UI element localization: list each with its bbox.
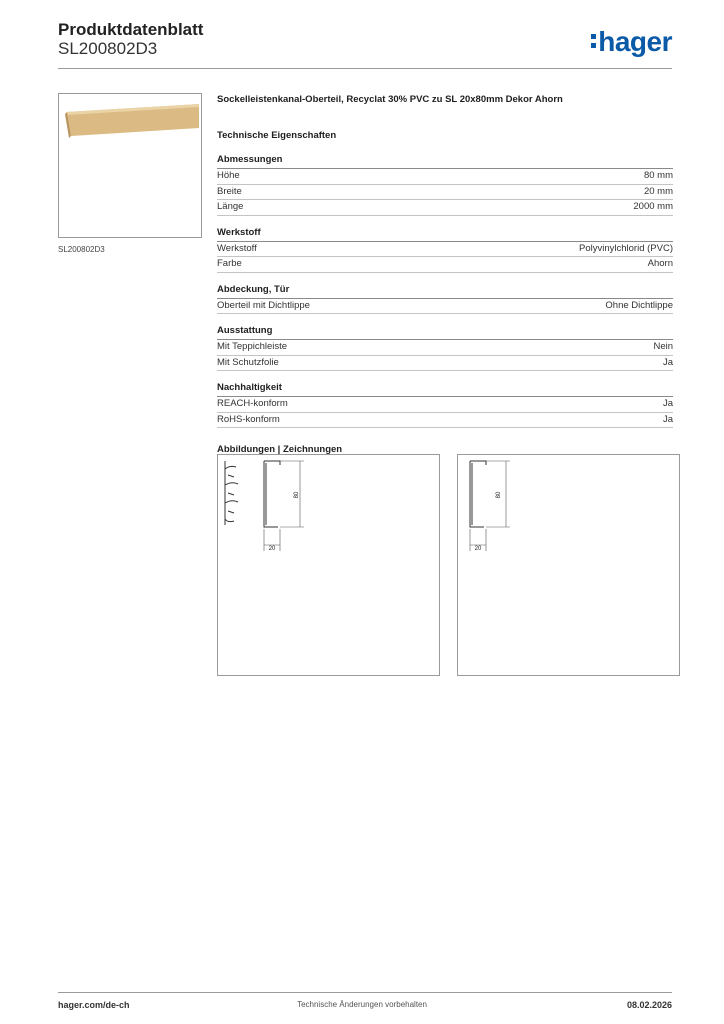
section-title: Abmessungen: [217, 154, 673, 169]
property-label: Breite: [217, 185, 242, 197]
product-image: [58, 93, 202, 238]
property-value: 80 mm: [643, 170, 673, 181]
property-value: Ja: [662, 398, 673, 409]
property-label: Farbe: [217, 258, 242, 269]
property-row: [217, 242, 673, 258]
property-label: Oberteil mit Dichtlippe: [217, 299, 310, 311]
header-divider: [58, 68, 672, 69]
property-row: [217, 356, 673, 372]
property-row: [217, 200, 673, 216]
drawing-profile-with-base: [217, 454, 440, 676]
property-value: Ja: [662, 356, 673, 368]
property-label: REACH-konform: [217, 398, 288, 409]
property-row: [217, 257, 673, 273]
product-description: Sockelleistenkanal-Oberteil, Recyclat 30% PVC zu SL 20x80mm Dekor Ahorn: [217, 94, 563, 105]
hager-logo: [591, 28, 672, 56]
width-dimension-label: 20: [268, 546, 276, 552]
logo-text: hager: [598, 26, 672, 57]
property-value: 2000 mm: [633, 201, 673, 212]
property-row: [217, 397, 673, 413]
main-content: [217, 94, 673, 455]
property-label: Länge: [217, 201, 244, 212]
property-section: [217, 382, 673, 428]
property-label: Mit Teppichleiste: [217, 341, 288, 352]
property-row: [217, 299, 673, 315]
property-value: Ahorn: [647, 258, 673, 269]
properties-list: [217, 154, 673, 428]
property-section: [217, 227, 673, 273]
logo-colon-icon: [591, 34, 596, 52]
property-label: Werkstoff: [217, 242, 257, 254]
property-row: [217, 413, 673, 429]
property-value: Polyvinylchlorid (PVC): [579, 242, 673, 254]
footer-disclaimer: Technische Änderungen vorbehalten: [297, 1000, 427, 1009]
property-value: Nein: [653, 341, 673, 352]
section-title: Ausstattung: [217, 325, 673, 340]
section-title: Nachhaltigkeit: [217, 382, 673, 397]
section-title: Abdeckung, Tür: [217, 284, 673, 299]
drawing-profile: [457, 454, 680, 676]
property-label: Mit Schutzfolie: [217, 356, 279, 368]
product-code: SL200802D3: [58, 39, 158, 58]
document-title: Produktdatenblatt: [58, 20, 204, 39]
footer-date: 08.02.2026: [626, 1000, 672, 1010]
property-section: [217, 325, 673, 371]
property-row: [217, 340, 673, 356]
footer-website-link[interactable]: hager.com/de-ch: [58, 1000, 130, 1010]
property-row: [217, 185, 673, 201]
property-section: [217, 284, 673, 315]
height-dimension-label: 80: [294, 491, 300, 499]
section-title: Werkstoff: [217, 227, 673, 242]
drawings-heading: Abbildungen | Zeichnungen: [217, 444, 343, 455]
width-dimension-label: 20: [474, 546, 482, 552]
property-value: Ohne Dichtlippe: [605, 299, 673, 311]
height-dimension-label: 80: [496, 491, 502, 499]
property-label: Höhe: [217, 170, 240, 181]
property-row: [217, 169, 673, 185]
property-value: Ja: [662, 413, 673, 425]
tech-properties-heading: Technische Eigenschaften: [217, 130, 337, 141]
property-label: RoHS-konform: [217, 413, 280, 425]
image-caption: SL200802D3: [58, 245, 105, 254]
footer-divider: [58, 992, 672, 993]
property-value: 20 mm: [643, 185, 673, 197]
property-section: [217, 154, 673, 216]
